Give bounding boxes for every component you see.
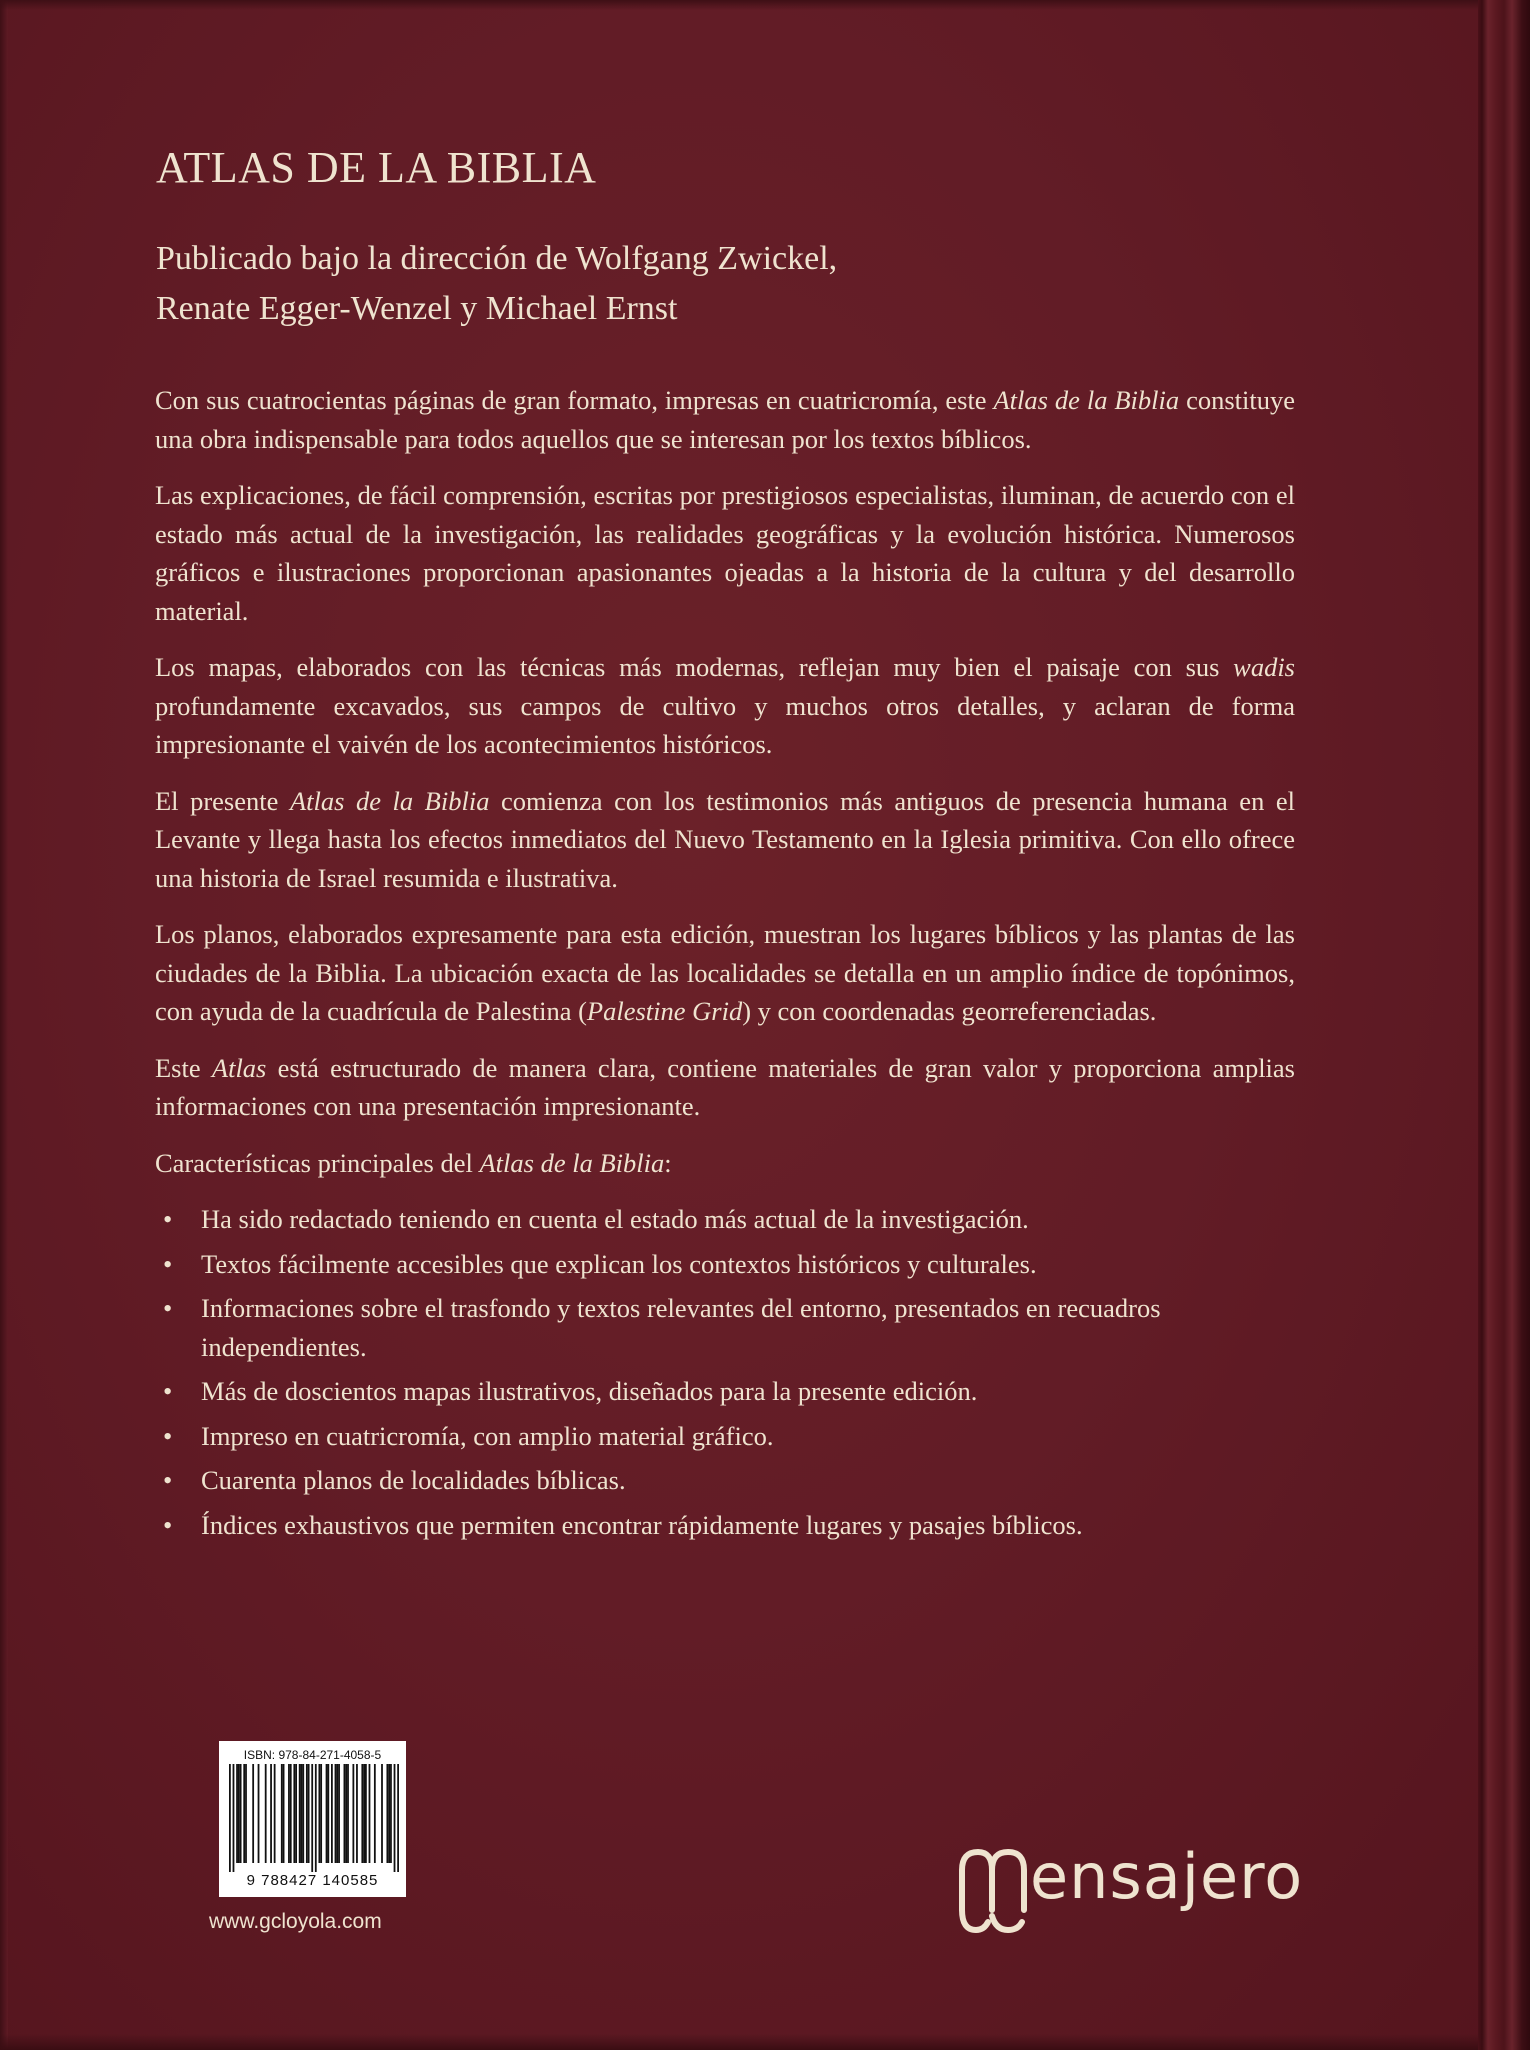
- publisher-name: ensajero: [1030, 1840, 1304, 1913]
- barcode-bar: [331, 1764, 333, 1863]
- barcode-bar: [369, 1764, 371, 1863]
- feature-text: Más de doscientos mapas ilustrativos, diseñados para la presente edición.: [201, 1376, 978, 1406]
- bullet-icon: •: [163, 1204, 173, 1234]
- barcode-bar: [320, 1764, 322, 1863]
- text-run: El presente: [155, 785, 290, 816]
- barcode-bar: [306, 1764, 308, 1863]
- blurb-paragraphs: [155, 381, 1295, 1126]
- feature-text: Índices exhaustivos que permiten encontrar rápidamente lugares y pasajes bíblicos.: [201, 1509, 1083, 1540]
- italic-text: Atlas de la Biblia: [993, 385, 1180, 415]
- barcode-bar: [394, 1764, 396, 1872]
- barcode-bar: [356, 1764, 358, 1863]
- barcode-bar: [236, 1764, 238, 1863]
- barcode-bar: [258, 1764, 260, 1863]
- bullet-icon: •: [163, 1248, 173, 1279]
- blurb-paragraph: [155, 381, 1295, 458]
- book-title: ATLAS DE LA BIBLIA: [156, 143, 597, 192]
- barcode-bar: [243, 1764, 245, 1863]
- barcode-bar: [229, 1764, 231, 1872]
- barcode-bar: [326, 1764, 328, 1863]
- barcode-bar: [381, 1764, 383, 1863]
- bullet-icon: •: [163, 1420, 173, 1451]
- barcode-bar: [308, 1764, 310, 1863]
- text-run: está estructurado de manera clara, contiene materiales de gran valor y proporciona amplias informaciones con una presentación impresionante.: [155, 1052, 1295, 1121]
- barcode-bar: [233, 1764, 235, 1872]
- features-intro: [155, 1144, 1295, 1183]
- publisher-website: www.gcloyola.com: [209, 1910, 382, 1933]
- spine-hinge: [1478, 0, 1530, 2050]
- barcode-bar: [374, 1764, 376, 1863]
- barcode-bar: [338, 1764, 340, 1863]
- barcode-bar: [301, 1764, 303, 1863]
- features-list: [155, 1200, 1295, 1544]
- bullet-icon: •: [163, 1465, 173, 1495]
- ean-digits: 9 788427 140585: [246, 1872, 379, 1889]
- feature-item: [155, 1372, 1295, 1411]
- barcode-bar: [238, 1764, 240, 1863]
- barcode-bar: [283, 1764, 285, 1863]
- feature-item: [155, 1200, 1295, 1239]
- barcode-bar: [352, 1764, 354, 1863]
- bullet-icon: •: [163, 1293, 173, 1323]
- blurb-paragraph: [155, 648, 1295, 764]
- barcode-bar: [295, 1764, 297, 1863]
- barcode-bar: [290, 1764, 292, 1863]
- italic-text: Atlas de la Biblia: [289, 785, 490, 816]
- italic-text: Palestine Grid: [586, 996, 743, 1026]
- barcode-bar: [288, 1764, 290, 1863]
- barcode-bar: [336, 1764, 338, 1863]
- barcode-bars: [229, 1764, 399, 1872]
- barcode-bar: [361, 1764, 363, 1863]
- text-run: Las explicaciones, de fácil comprensión, escritas por prestigiosos especialistas, iluminan, de acuerdo con el estado más actual de la investigación, las realidades geográficas y la evolución histórica. Numerosos gráficos e ilustraciones proporcionan apasionantes ojeadas a la historia de la cultura y del desarrollo material.: [155, 480, 1295, 626]
- blurb-text: [155, 381, 1295, 1550]
- blurb-paragraph: [155, 782, 1295, 898]
- barcode-bar: [281, 1764, 283, 1863]
- barcode-bar: [318, 1764, 320, 1863]
- italic-text: Atlas de la Biblia: [479, 1147, 665, 1178]
- feature-item: [155, 1506, 1295, 1545]
- blurb-paragraph: [155, 1049, 1295, 1126]
- barcode: [219, 1741, 406, 1897]
- barcode-bar: [335, 1764, 337, 1863]
- feature-text: Informaciones sobre el trasfondo y textos relevantes del entorno, presentados en recuadros independientes.: [201, 1293, 1161, 1362]
- text-run: Características principales del: [155, 1147, 480, 1178]
- feature-item: [155, 1461, 1295, 1500]
- barcode-bar: [397, 1764, 399, 1872]
- barcode-bar: [240, 1764, 242, 1863]
- barcode-bar: [327, 1764, 329, 1863]
- board-edge-bottom: [0, 2034, 1530, 2050]
- isbn-label: ISBN: 978-84-271-4058-5: [243, 1748, 382, 1762]
- m-letter-icon: [954, 1840, 1040, 1936]
- text-run: ) y con coordenadas georreferenciadas.: [742, 996, 1157, 1026]
- text-run: constituye una obra indispensable para todos aquellos que se interesan por los textos bíblicos.: [155, 385, 1296, 454]
- feature-item: [155, 1289, 1295, 1366]
- barcode-bar: [245, 1764, 247, 1863]
- barcode-bar: [311, 1764, 313, 1872]
- editors-line: Publicado bajo la dirección de Wolfgang Zwickel,: [156, 240, 838, 277]
- barcode-bar: [302, 1764, 304, 1863]
- barcode-bar: [252, 1764, 254, 1863]
- feature-item: [155, 1245, 1295, 1284]
- barcode-bar: [274, 1764, 276, 1863]
- text-run: profundamente excavados, sus campos de cultivo y muchos otros detalles, y aclaran de forma impresionante el vaivén de los acontecimientos históricos.: [155, 690, 1295, 759]
- board-edge-left: [0, 0, 8, 2050]
- barcode-bar: [265, 1764, 267, 1863]
- barcode-bar: [347, 1764, 349, 1863]
- feature-text: Ha sido redactado teniendo en cuenta el estado más actual de la investigación.: [201, 1204, 1029, 1234]
- blurb-paragraph: [155, 476, 1295, 630]
- board-edge-top: [0, 0, 1530, 10]
- barcode-bar: [345, 1764, 347, 1863]
- barcode-bar: [388, 1764, 390, 1863]
- bullet-icon: •: [163, 1376, 173, 1406]
- feature-item: [155, 1417, 1295, 1456]
- text-run: Este: [155, 1052, 212, 1083]
- italic-text: wadis: [1233, 652, 1295, 682]
- barcode-bar: [365, 1764, 367, 1863]
- barcode-bar: [386, 1764, 388, 1863]
- text-run: :: [664, 1147, 672, 1178]
- text-run: Con sus cuatrocientas páginas de gran formato, impresas en cuatricromía, este: [155, 385, 994, 415]
- feature-text: Cuarenta planos de localidades bíblicas.: [201, 1465, 626, 1495]
- bullet-icon: •: [163, 1509, 173, 1540]
- barcode-bar: [315, 1764, 317, 1872]
- publisher-logo: [954, 1826, 1304, 1936]
- feature-text: Textos fácilmente accesibles que explican los contextos históricos y culturales.: [201, 1248, 1037, 1279]
- text-run: Los planos, elaborados expresamente para esta edición, muestran los lugares bíblicos y las plantas de las ciudades de la Biblia. La ubicación exacta de las localidades se detalla en un amplio índice de topónimos, con ayuda de la cuadrícula de Palestina (: [155, 919, 1295, 1026]
- barcode-bar: [344, 1764, 346, 1863]
- feature-text: Impreso en cuatricromía, con amplio material gráfico.: [201, 1420, 774, 1451]
- barcode-bar: [390, 1764, 392, 1863]
- text-run: Los mapas, elaborados con las técnicas más modernas, reflejan muy bien el paisaje con sus: [155, 652, 1234, 682]
- barcode-bar: [270, 1764, 272, 1863]
- barcode-bar: [363, 1764, 365, 1863]
- barcode-bar: [293, 1764, 295, 1863]
- editors-line: Renate Egger-Wenzel y Michael Ernst: [156, 290, 678, 327]
- italic-text: Atlas: [211, 1052, 267, 1083]
- editors-credit: [156, 234, 837, 334]
- text-run: comienza con los testimonios más antiguos de presencia humana en el Levante y llega hasta los efectos inmediatos del Nuevo Testamento en la Iglesia primitiva. Con ello ofrece una historia de Israel resumida e ilustrativa.: [155, 785, 1295, 893]
- barcode-bar: [299, 1764, 301, 1863]
- blurb-paragraph: [155, 915, 1295, 1031]
